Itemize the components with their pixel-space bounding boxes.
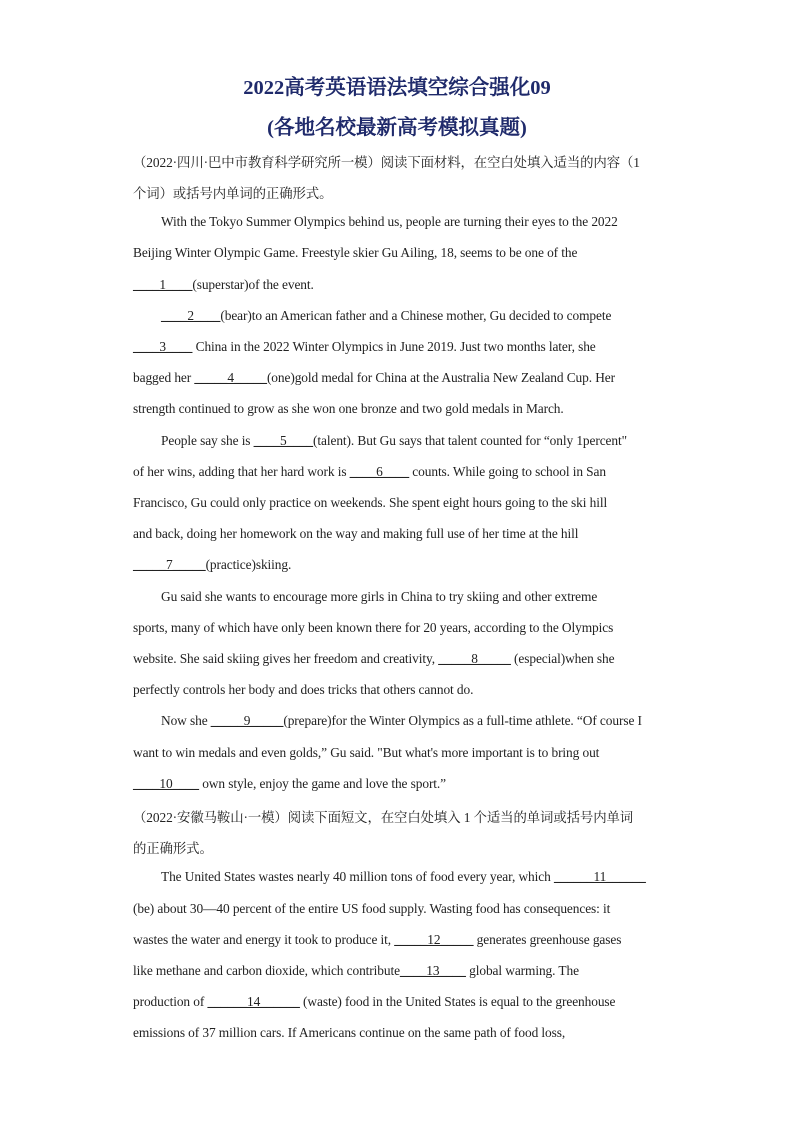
answer-blank-7: _____7_____ <box>133 557 206 572</box>
answer-blank-8: _____8_____ <box>438 651 511 666</box>
passage-1-line: ____1____(superstar)of the event. <box>133 277 314 292</box>
passage-2-line: The United States wastes nearly 40 million tons of food every year, which ______11______ <box>161 869 646 884</box>
passage-1-line: Francisco, Gu could only practice on weekends. She spent eight hours going to the ski hill <box>133 495 608 510</box>
passage-1-line: ____3____ China in the 2022 Winter Olympics in June 2019. Just two months later, she <box>133 339 596 354</box>
answer-blank-3: ____3____ <box>133 339 193 354</box>
passage-1-line: People say she is ____5____(talent). But Gu says that talent counted for “only 1percent" <box>161 433 627 448</box>
passage-1-line: strength continued to grow as she won one bronze and two gold medals in March. <box>133 401 564 416</box>
passage-1-line: and back, doing her homework on the way and making full use of her time at the hill <box>133 526 579 541</box>
answer-blank-4: _____4_____ <box>194 370 267 385</box>
answer-blank-5: ____5____ <box>253 433 314 448</box>
passage-2-line: (be) about 30—40 percent of the entire US food supply. Wasting food has consequences: it <box>133 901 611 916</box>
passage-1-line: website. She said skiing gives her freedom and creativity, _____8_____ (especial)when she <box>133 651 615 666</box>
passage-1-line: Now she _____9_____(prepare)for the Winter Olympics as a full-time athlete. “Of course I <box>161 713 642 728</box>
passage-1-line: With the Tokyo Summer Olympics behind us, people are turning their eyes to the 2022 <box>161 214 618 229</box>
section-1-header-line-2: 个词）或括号内单词的正确形式。 <box>133 186 333 201</box>
answer-blank-12: _____12_____ <box>394 932 474 947</box>
answer-blank-10: ____10____ <box>133 776 199 791</box>
passage-2-line: like methane and carbon dioxide, which contribute____13____ global warming. The <box>133 963 579 978</box>
section-1-header-line-1: （2022·四川·巴中市教育科学研究所一模）阅读下面材料，在空白处填入适当的内容（1 <box>133 155 640 170</box>
answer-blank-11: ______11______ <box>553 869 646 884</box>
passage-1-line: bagged her _____4_____(one)gold medal for China at the Australia New Zealand Cup. Her <box>133 370 616 385</box>
passage-1-line: of her wins, adding that her hard work is ____6____ counts. While going to school in San <box>133 464 606 479</box>
passage-1-line: want to win medals and even golds,” Gu said. "But what's more important is to bring out <box>133 745 600 760</box>
section-2-header-line-2: 的正确形式。 <box>133 841 213 856</box>
passage-1-line: perfectly controls her body and does tricks that others cannot do. <box>133 682 474 697</box>
passage-1-line: ____2____(bear)to an American father and a Chinese mother, Gu decided to compete <box>161 308 612 323</box>
answer-blank-2: ____2____ <box>161 308 221 323</box>
passage-2-line: emissions of 37 million cars. If Americans continue on the same path of food loss, <box>133 1025 566 1040</box>
answer-blank-14: ______14______ <box>207 994 300 1009</box>
section-2-header-line-1: （2022·安徽马鞍山·一模）阅读下面短文，在空白处填入 1 个适当的单词或括号内单词 <box>133 810 634 825</box>
answer-blank-6: ____6____ <box>349 464 410 479</box>
answer-blank-1: ____1____ <box>133 277 193 292</box>
passage-1-line: _____7_____(practice)skiing. <box>133 557 292 572</box>
passage-2-line: wastes the water and energy it took to produce it, _____12_____ generates greenhouse gases <box>133 932 622 947</box>
answer-blank-13: ____13____ <box>399 963 466 978</box>
passage-1-line: Beijing Winter Olympic Game. Freestyle skier Gu Ailing, 18, seems to be one of the <box>133 245 578 260</box>
passage-1-line: Gu said she wants to encourage more girls in China to try skiing and other extreme <box>161 589 598 604</box>
document-subtitle: (各地名校最新高考模拟真题) <box>267 117 527 139</box>
document-title: 2022高考英语语法填空综合强化09 <box>243 77 551 99</box>
passage-1-line: ____10____ own style, enjoy the game and love the sport.” <box>133 776 447 791</box>
answer-blank-9: _____9_____ <box>210 713 284 728</box>
passage-2-line: production of ______14______ (waste) food in the United States is equal to the greenhouse <box>133 994 616 1009</box>
passage-1-line: sports, many of which have only been known there for 20 years, according to the Olympics <box>133 620 614 635</box>
